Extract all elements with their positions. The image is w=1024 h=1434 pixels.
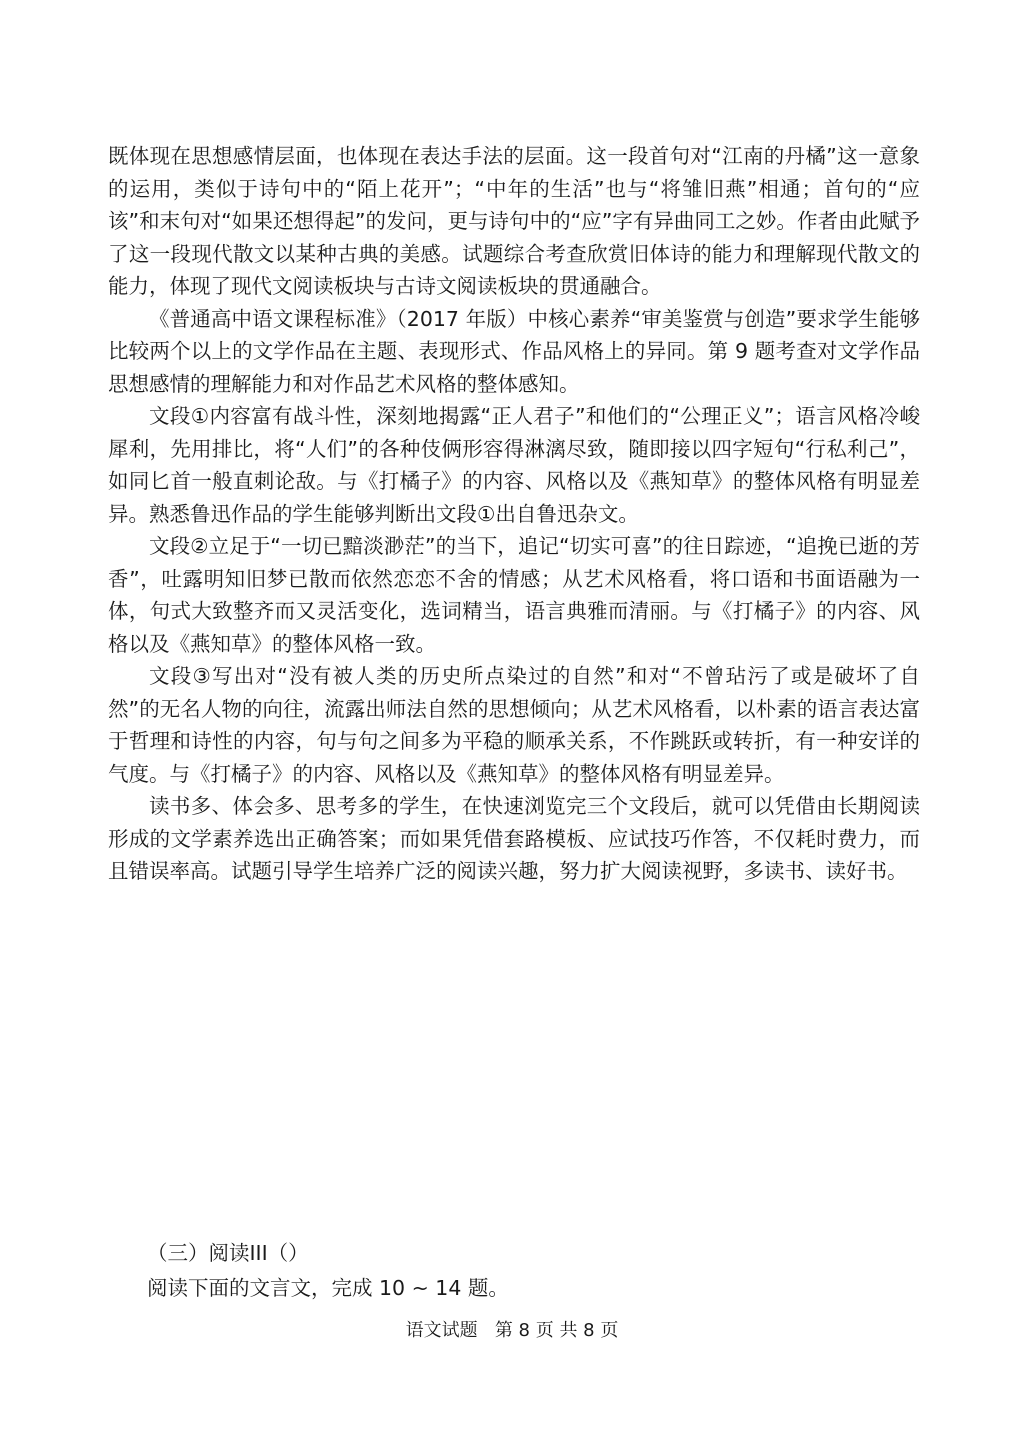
paragraph-3: 文段①内容富有战斗性，深刻地揭露“正人君子”和他们的“公理正义”；语言风格冷峻犀利，先用排比，将“人们”的各种伎俩形容得淋漓尽致，随即接以四字短句“行私利己”，如同匕首一般直刺论敌。与《打橘子》的内容、风格以及《燕知草》的整体风格有明显差异。熟悉鲁迅作品的学生能够判断出文段①出自鲁迅杂文。: [108, 404, 920, 526]
section-instruction: 阅读下面的文言文，完成 10 ~ 14 题。: [147, 1276, 509, 1300]
document-body: [108, 140, 920, 888]
paragraph-4: 文段②立足于“一切已黯淡渺茫”的当下，追记“切实可喜”的往日踪迹，“追挽已逝的芳香”，吐露明知旧梦已散而依然恋恋不舍的情感；从艺术风格看，将口语和书面语融为一体，句式大致整齐而又灵活变化，选词精当，语言典雅而清丽。与《打橘子》的内容、风格以及《燕知草》的整体风格一致。: [108, 534, 920, 656]
reading-section: [108, 1236, 920, 1306]
paragraph-1: 既体现在思想感情层面，也体现在表达手法的层面。这一段首句对“江南的丹橘”这一意象的运用，类似于诗句中的“陌上花开”；“中年的生活”也与“将雏旧燕”相通；首句的“应该”和末句对“如果还想得起”的发问，更与诗句中的“应”字有异曲同工之妙。作者由此赋予了这一段现代散文以某种古典的美感。试题综合考查欣赏旧体诗的能力和理解现代散文的能力，体现了现代文阅读板块与古诗文阅读板块的贯通融合。: [108, 144, 920, 298]
paragraph-6: 读书多、体会多、思考多的学生，在快速浏览完三个文段后，就可以凭借由长期阅读形成的文学素养选出正确答案；而如果凭借套路模板、应试技巧作答，不仅耗时费力，而且错误率高。试题引导学生培养广泛的阅读兴趣，努力扩大阅读视野，多读书、读好书。: [108, 794, 920, 883]
paragraph-2: 《普通高中语文课程标准》（2017 年版）中核心素养“审美鉴赏与创造”要求学生能够比较两个以上的文学作品在主题、表现形式、作品风格上的异同。第 9 题考查对文学作品思想感情的理解能力和对作品艺术风格的整体感知。: [108, 306, 920, 396]
page-footer: 语文试题 第 8 页 共 8 页: [405, 1320, 619, 1341]
paragraph-5: 文段③写出对“没有被人类的历史所点染过的自然”和对“不曾玷污了或是破坏了自然”的无名人物的向往，流露出师法自然的思想倾向；从艺术风格看，以朴素的语言表达富于哲理和诗性的内容，句与句之间多为平稳的顺承关系，不作跳跃或转折，有一种安详的气度。与《打橘子》的内容、风格以及《燕知草》的整体风格有明显差异。: [108, 664, 920, 786]
section-heading: （三）阅读III（）: [147, 1241, 309, 1265]
